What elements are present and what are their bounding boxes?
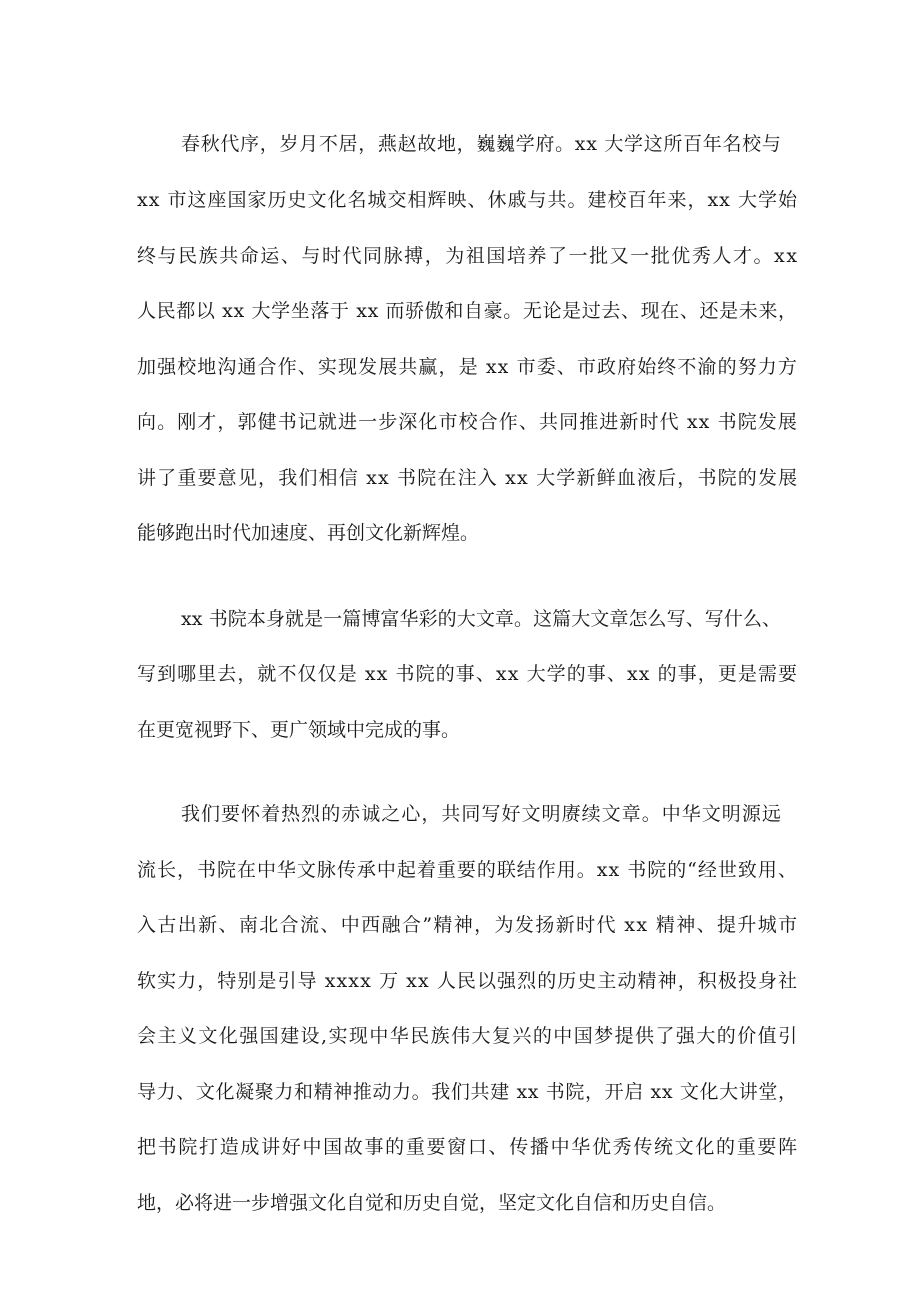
text-line: xx 市这座国家历史文化名城交相辉映、休戚与共。建校百年来，xx 大学始 (137, 189, 798, 211)
text-line: 软实力，特别是引导 xxxx 万 xx 人民以强烈的历史主动精神，积极投身社 (137, 970, 799, 992)
text-line: 流长，书院在中华文脉传承中起着重要的联结作用。xx 书院的“经世致用、 (137, 859, 798, 881)
text-line: 讲了重要意见，我们相信 xx 书院在注入 xx 大学新鲜血液后，书院的发展 (137, 467, 799, 489)
text-line: 我们要怀着热烈的赤诚之心，共同写好文明赓续文章。中华文明源远 (181, 803, 782, 825)
text-line: 终与民族共命运、与时代同脉搏，为祖国培养了一批又一批优秀人才。xx (137, 245, 799, 267)
text-line: 春秋代序，岁月不居，燕赵故地，巍巍学府。xx 大学这所百年名校与 (181, 133, 782, 155)
text-line: 把书院打造成讲好中国故事的重要窗口、传播中华优秀传统文化的重要阵 (137, 1136, 799, 1158)
text-line: 在更宽视野下、更广领域中完成的事。 (137, 719, 461, 741)
text-line: 人民都以 xx 大学坐落于 xx 而骄傲和自豪。无论是过去、现在、还是未来， (137, 300, 798, 322)
text-line: xx 书院本身就是一篇博富华彩的大文章。这篇大文章怎么写、写什么、 (181, 608, 782, 630)
text-line: 地，必将进一步增强文化自觉和历史自觉，坚定文化自信和历史自信。 (137, 1192, 727, 1214)
text-line: 会主义文化强国建设,实现中华民族伟大复兴的中国梦提供了强大的价值引 (137, 1025, 799, 1047)
text-line: 向。刚才，郭健书记就进一步深化市校合作、共同推进新时代 xx 书院发展 (137, 411, 799, 433)
text-line: 入古出新、南北合流、中西融合”精神，为发扬新时代 xx 精神、提升城市 (137, 914, 799, 936)
text-line: 能够跑出时代加速度、再创文化新辉煌。 (137, 522, 480, 544)
text-line: 写到哪里去，就不仅仅是 xx 书院的事、xx 大学的事、xx 的事，更是需要 (137, 663, 799, 685)
text-line: 导力、文化凝聚力和精神推动力。我们共建 xx 书院，开启 xx 文化大讲堂， (137, 1081, 798, 1103)
text-line: 加强校地沟通合作、实现发展共赢，是 xx 市委、市政府始终不渝的努力方 (137, 356, 799, 378)
